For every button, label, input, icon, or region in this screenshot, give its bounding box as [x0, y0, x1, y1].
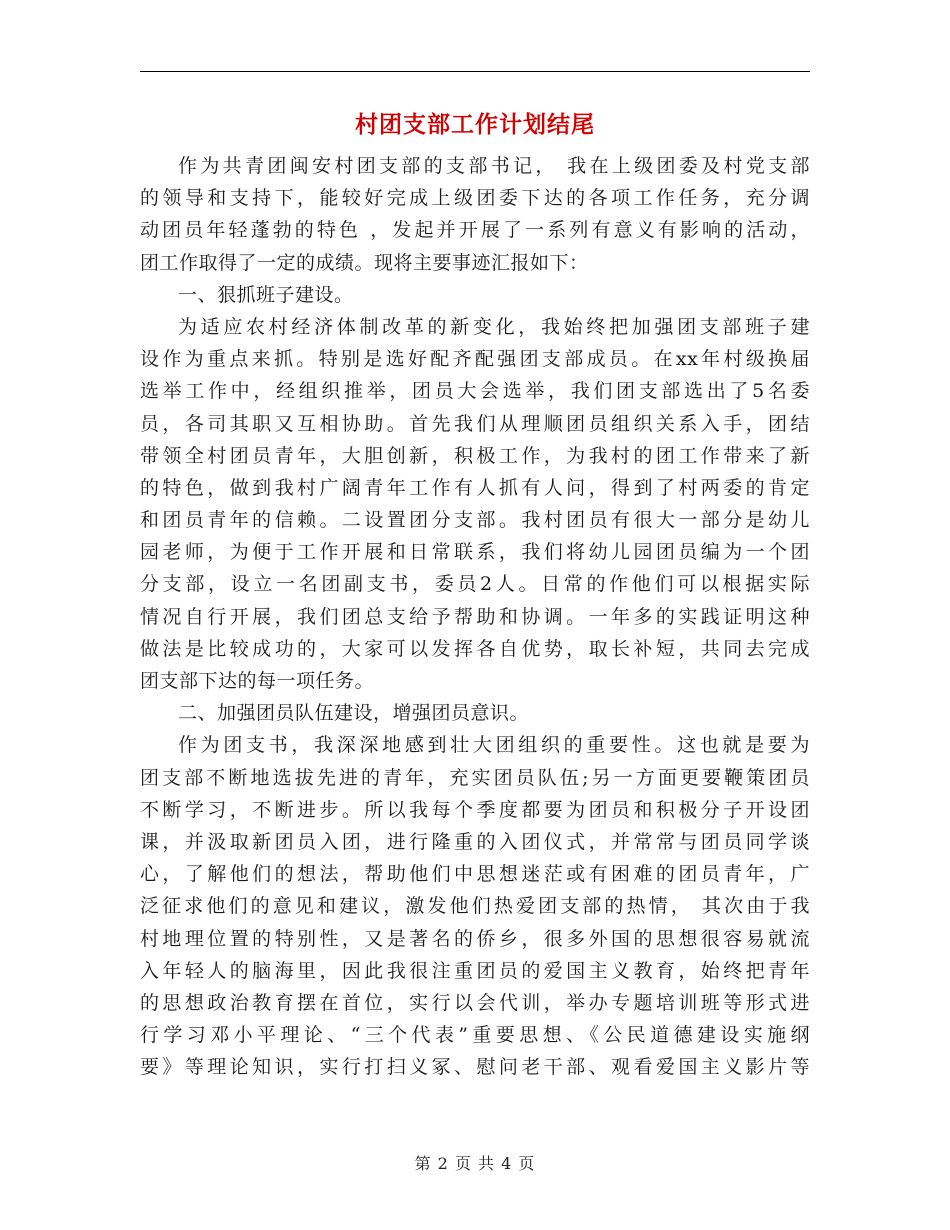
- body-line: 动团员年轻蓬勃的特色 ，发起并开展了一系列有意义有影响的活动，: [140, 219, 810, 242]
- body-line: 的领导和支持下，能较好完成上级团委下达的各项工作任务，充分调: [140, 187, 810, 210]
- section-heading-2: 二、加强团员队伍建设，增强团员意识。: [178, 702, 530, 725]
- document-title: 村团支部工作计划结尾: [355, 111, 595, 138]
- body-line: 行学习邓小平理论、“三个代表”重要思想、《公民道德建设实施纲: [140, 1024, 810, 1047]
- body-line: 员，各司其职又互相协助。首先我们从理顺团员组织关系入手，团结: [140, 412, 810, 435]
- body-line: 泛征求他们的意见和建议，激发他们热爱团支部的热情， 其次由于我: [140, 895, 810, 918]
- body-line: 不断学习，不断进步。所以我每个季度都要为团员和积极分子开设团: [140, 798, 810, 821]
- body-line: 设作为重点来抓。特别是选好配齐配强团支部成员。在xx年村级换届: [140, 348, 810, 371]
- page-number-footer: 第 2 页 共 4 页: [414, 1154, 536, 1173]
- body-line: 的思想政治教育摆在首位，实行以会代训，举办专题培训班等形式进: [140, 991, 810, 1014]
- body-line: 和团员青年的信赖。二设置团分支部。我村团员有很大一部分是幼儿: [140, 509, 810, 532]
- body-line: 园老师，为便于工作开展和日常联系，我们将幼儿园团员编为一个团: [140, 541, 810, 564]
- section-heading-1: 一、狠抓班子建设。: [178, 283, 354, 306]
- body-line: 选举工作中，经组织推举，团员大会选举，我们团支部选出了5名委: [140, 380, 810, 403]
- body-line: 的特色，做到我村广阔青年工作有人抓有人问，得到了村两委的肯定: [140, 476, 810, 499]
- body-line: 做法是比较成功的，大家可以发挥各自优势，取长补短，共同去完成: [140, 637, 810, 660]
- body-line: 为适应农村经济体制改革的新变化，我始终把加强团支部班子建: [178, 315, 810, 338]
- body-line: 作为共青团闽安村团支部的支部书记， 我在上级团委及村党支部: [178, 155, 810, 177]
- body-line: 入年轻人的脑海里，因此我很注重团员的爱国主义教育，始终把青年: [140, 959, 810, 982]
- body-line: 心，了解他们的想法，帮助他们中思想迷茫或有困难的团员青年，广: [140, 863, 810, 886]
- body-line: 团支部不断地选拔先进的青年，充实团员队伍;另一方面更要鞭策团员: [140, 766, 810, 789]
- body-line: 团支部下达的每一项任务。: [140, 670, 375, 692]
- body-line: 带领全村团员青年，大胆创新，积极工作，为我村的团工作带来了新: [140, 444, 810, 467]
- body-line: 村地理位置的特别性，又是著名的侨乡，很多外国的思想很容易就流: [140, 927, 810, 950]
- header-rule: [140, 71, 810, 72]
- body-line: 分支部，设立一名团副支书，委员2人。日常的作他们可以根据实际: [140, 573, 810, 596]
- body-line: 作为团支书，我深深地感到壮大团组织的重要性。这也就是要为: [178, 734, 810, 757]
- body-line: 要》等理论知识，实行打扫义冢、慰问老干部、观看爱国主义影片等: [140, 1056, 810, 1079]
- body-line: 课，并汲取新团员入团，进行隆重的入团仪式，并常常与团员同学谈: [140, 830, 810, 853]
- body-line: 情况自行开展，我们团总支给予帮助和协调。一年多的实践证明这种: [140, 605, 810, 628]
- document-body: [140, 150, 810, 1083]
- body-line: 团工作取得了一定的成绩。现将主要事迹汇报如下：: [140, 251, 589, 274]
